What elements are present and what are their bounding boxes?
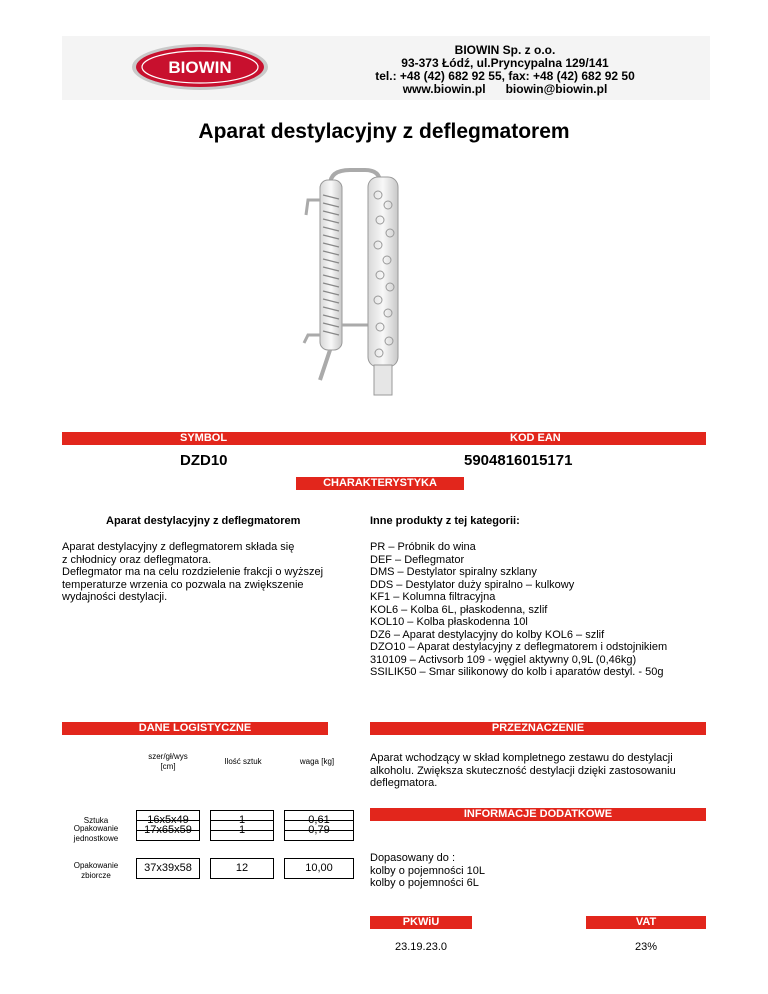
description-line: z chłodnicy oraz deflegmatora. bbox=[62, 553, 212, 566]
purpose-text bbox=[370, 752, 676, 790]
list-item: 310109 – Activsorb 109 - węgiel aktywny 0,9L (0,46kg) bbox=[370, 653, 637, 666]
row-label-unit-pack: Opakowanie jednostkowe bbox=[73, 824, 119, 843]
vat-bar bbox=[586, 916, 706, 929]
company-name: BIOWIN Sp. z o.o. bbox=[454, 43, 556, 57]
additional-line: kolby o pojemności 10L bbox=[370, 864, 485, 877]
logistics-bar bbox=[62, 722, 328, 735]
ean-label: KOD EAN bbox=[510, 432, 561, 444]
table-cell-dims: 17x65x59 bbox=[136, 820, 200, 841]
list-item: DZO10 – Aparat destylacyjny z deflegmatorem i odstojnikiem bbox=[370, 641, 668, 653]
additional-info-bar bbox=[370, 808, 706, 821]
list-item: DEF – Deflegmator bbox=[370, 553, 465, 566]
company-info bbox=[330, 44, 680, 96]
row-label-piece: Sztuka bbox=[83, 816, 109, 825]
description-line: Deflegmator ma na celu rozdzielenie frakcji o wyższej bbox=[62, 566, 324, 578]
purpose-bar bbox=[370, 722, 706, 735]
characteristics-bar bbox=[296, 477, 464, 490]
symbol-value: DZD10 bbox=[180, 452, 228, 469]
additional-info-text bbox=[370, 852, 485, 890]
pkwiu-bar bbox=[370, 916, 472, 929]
list-item: KOL10 – Kolba płaskodenna 10l bbox=[370, 616, 528, 628]
vat-value: 23% bbox=[634, 941, 658, 953]
logo-text: BIOWIN bbox=[168, 58, 232, 77]
purpose-label: PRZEZNACZENIE bbox=[491, 722, 585, 734]
table-cell-qty: 12 bbox=[210, 858, 274, 879]
other-products-heading: Inne produkty z tej kategorii: bbox=[370, 515, 520, 527]
additional-info-label: INFORMACJE DODATKOWE bbox=[463, 808, 613, 820]
list-item: DDS – Destylator duży spiralno – kulkowy bbox=[370, 578, 575, 591]
vat-label: VAT bbox=[635, 916, 657, 928]
list-item: KOL6 – Kolba 6L, płaskodenna, szlif bbox=[370, 603, 548, 616]
page-title: Aparat destylacyjny z deflegmatorem bbox=[198, 120, 570, 143]
other-products-list bbox=[370, 541, 667, 679]
company-web: www.biowin.pl biowin@biowin.pl bbox=[402, 82, 608, 96]
list-item: DMS – Destylator spiralny szklany bbox=[370, 566, 537, 578]
purpose-line: deflegmatora. bbox=[370, 777, 438, 789]
col-weight: waga [kg] bbox=[299, 757, 335, 766]
purpose-line: alkoholu. Zwiększa skuteczność destylacji dzięki zastosowaniu bbox=[370, 764, 676, 777]
biowin-logo bbox=[130, 42, 270, 92]
symbol-bar bbox=[62, 432, 706, 445]
pkwiu-label: PKWiU bbox=[402, 916, 440, 928]
description-line: wydajności destylacji. bbox=[62, 591, 168, 603]
symbol-label: SYMBOL bbox=[180, 432, 228, 444]
purpose-line: Aparat wchodzący w skład kompletnego zestawu do destylacji bbox=[370, 752, 673, 764]
col-dimensions: szer/gł/wys [cm] bbox=[148, 752, 188, 771]
characteristics-left-heading: Aparat destylacyjny z deflegmatorem bbox=[106, 515, 301, 527]
table-cell-dims: 37x39x58 bbox=[136, 858, 200, 879]
table-cell-weight: 10,00 bbox=[284, 858, 354, 879]
list-item: DZ6 – Aparat destylacyjny do kolby KOL6 – szlif bbox=[370, 628, 605, 641]
list-item: SSILIK50 – Smar silikonowy do kolb i aparatów destyl. - 50g bbox=[370, 666, 664, 678]
list-item: PR – Próbnik do wina bbox=[370, 541, 476, 553]
table-cell-qty: 1 bbox=[210, 820, 274, 841]
characteristics-label: CHARAKTERYSTYKA bbox=[323, 477, 437, 489]
col-quantity: Ilość sztuk bbox=[224, 757, 262, 766]
additional-line: kolby o pojemności 6L bbox=[370, 877, 479, 889]
table-cell-weight: 0,61 bbox=[284, 810, 354, 831]
row-label-bulk-pack: Opakowanie zbiorcze bbox=[73, 861, 119, 880]
description-line: temperaturze wrzenia co pozwala na zwiększenie bbox=[62, 578, 304, 591]
pkwiu-value: 23.19.23.0 bbox=[395, 941, 447, 953]
additional-line: Dopasowany do : bbox=[370, 852, 455, 864]
table-cell-dims: 16x5x49 bbox=[136, 810, 200, 831]
list-item: KF1 – Kolumna filtracyjna bbox=[370, 591, 496, 603]
company-phone: tel.: +48 (42) 682 92 55, fax: +48 (42) 682 92 50 bbox=[375, 69, 635, 83]
table-cell-weight: 0,79 bbox=[284, 820, 354, 841]
ean-value: 5904816015171 bbox=[464, 452, 573, 469]
table-cell-qty: 1 bbox=[210, 810, 274, 831]
company-address: 93-373 Łódź, ul.Pryncypalna 129/141 bbox=[401, 56, 609, 70]
product-image bbox=[290, 165, 440, 415]
product-description bbox=[62, 541, 323, 604]
logistics-label: DANE LOGISTYCZNE bbox=[138, 722, 252, 734]
description-line: Aparat destylacyjny z deflegmatorem składa się bbox=[62, 541, 295, 553]
